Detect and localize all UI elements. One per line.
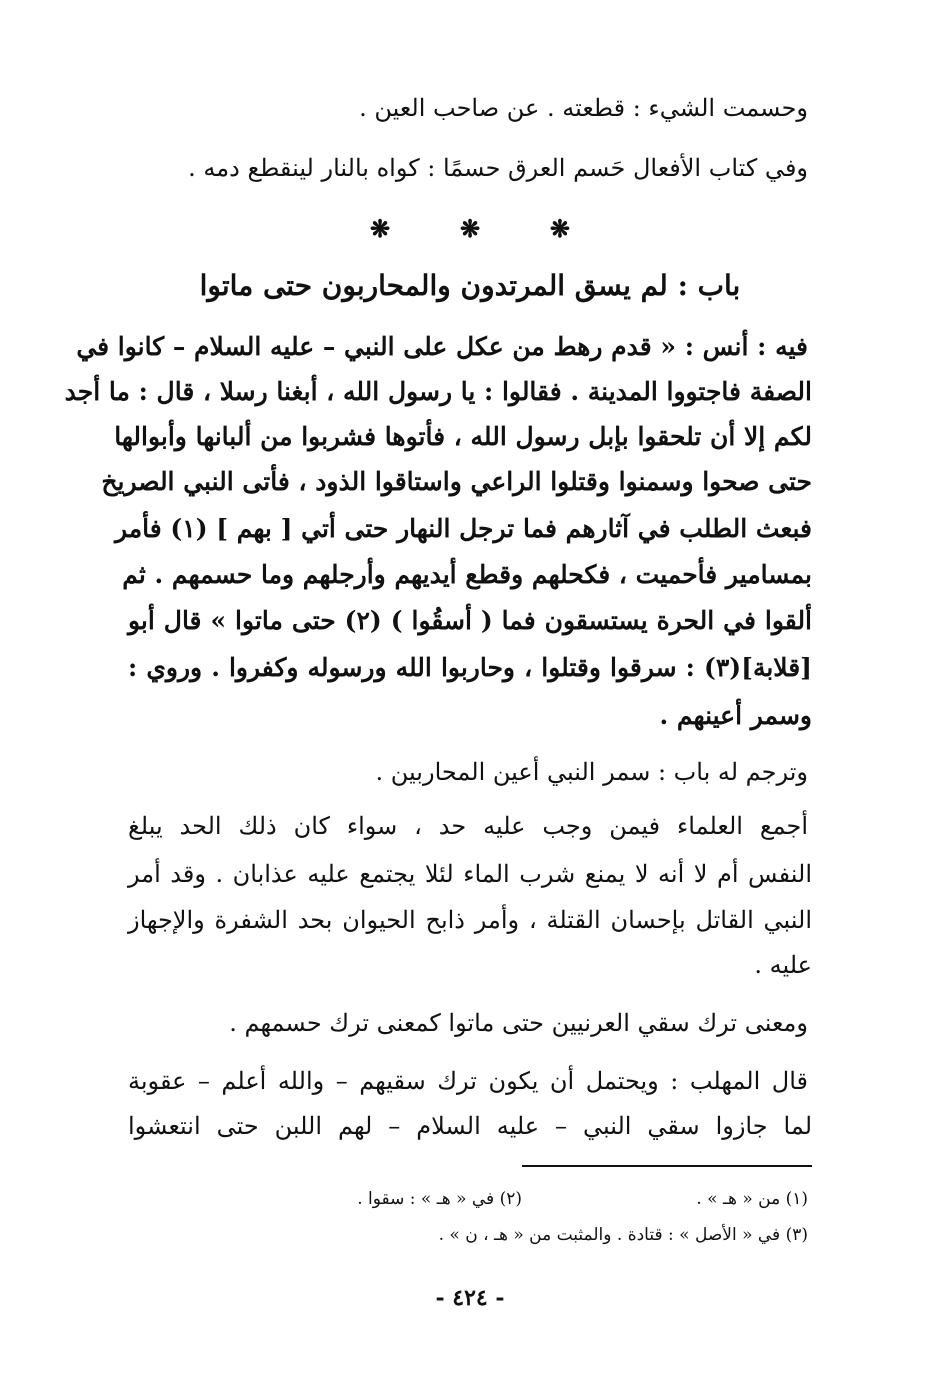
text-line: الصفة فاجتووا المدينة . فقالوا : يا رسول الله ، أبغنا رسلا ، قال : ما أجد (64, 377, 812, 406)
text-line: عليه . (754, 951, 812, 979)
text-line: ألقوا في الحرة يستسقون فما ( أسقُوا ) (٢) حتى ماتوا » قال أبو (128, 606, 813, 635)
chapter-heading: باب : لم يسق المرتدون والمحاربون حتى ماتوا (199, 269, 741, 302)
page-number: - ٤٢٤ - (435, 1285, 505, 1311)
footnote-separator (522, 1165, 812, 1167)
asterism-icon: ❋ (549, 213, 570, 243)
footnote: (١) من « هـ » . (696, 1189, 808, 1209)
text-line: النفس أم لا أنه لا يمنع شرب الماء لئلا يجتمع عليه عذابان . وقد أمر (128, 860, 812, 888)
asterism-icon: ❋ (459, 213, 481, 243)
asterism-icon: ❋ (370, 213, 391, 243)
text-line: فيه : أنس : « قدم رهط من عكل على النبي – عليه السلام – كانوا في (76, 332, 808, 361)
section-divider (370, 210, 570, 246)
text-line: وسمر أعينهم . (659, 701, 812, 730)
footnote: (٢) في « هـ » : سقوا . (357, 1189, 522, 1209)
text-line: أجمع العلماء فيمن وجب عليه حد ، سواء كان ذلك الحد يبلغ (128, 812, 808, 840)
text-line: النبي القاتل بإحسان القتلة ، وأمر ذابح الحيوان بحد الشفرة والإجهاز (128, 906, 812, 934)
text-line: فبعث الطلب في آثارهم فما ترجل النهار حتى أتي [ بهم ] (١) فأمر (114, 514, 812, 543)
text-line: وترجم له باب : سمر النبي أعين المحاربين . (375, 758, 808, 786)
text-line: بمسامير فأحميت ، فكحلهم وقطع أيديهم وأرجلهم وما حسمهم . ثم (122, 560, 812, 589)
text-line: وفي كتاب الأفعال حَسم العرق حسمًا : كواه بالنار لينقطع دمه . (188, 154, 808, 182)
text-line: ومعنى ترك سقي العرنيين حتى ماتوا كمعنى ترك حسمهم . (229, 1009, 808, 1037)
text-line: لكم إلا أن تلحقوا بإبل رسول الله ، فأتوها فشربوا من ألبانها وأبوالها (114, 422, 812, 451)
text-line: حتى صحوا وسمنوا وقتلوا الراعي واستاقوا الذود ، فأتى النبي الصريخ (101, 467, 812, 496)
text-line: لما جازوا سقي النبي – عليه السلام – لهم اللبن حتى انتعشوا (128, 1112, 812, 1140)
text-line: [قلابة](٣) : سرقوا وقتلوا ، وحاربوا الله ورسوله وكفروا . وروي : (128, 653, 812, 682)
text-line: قال المهلب : ويحتمل أن يكون ترك سقيهم – والله أعلم – عقوبة (128, 1067, 808, 1095)
text-line: وحسمت الشيء : قطعته . عن صاحب العين . (359, 94, 808, 122)
footnote: (٣) في « الأصل » : قتادة . والمثبت من « هـ ، ن » . (438, 1225, 808, 1245)
